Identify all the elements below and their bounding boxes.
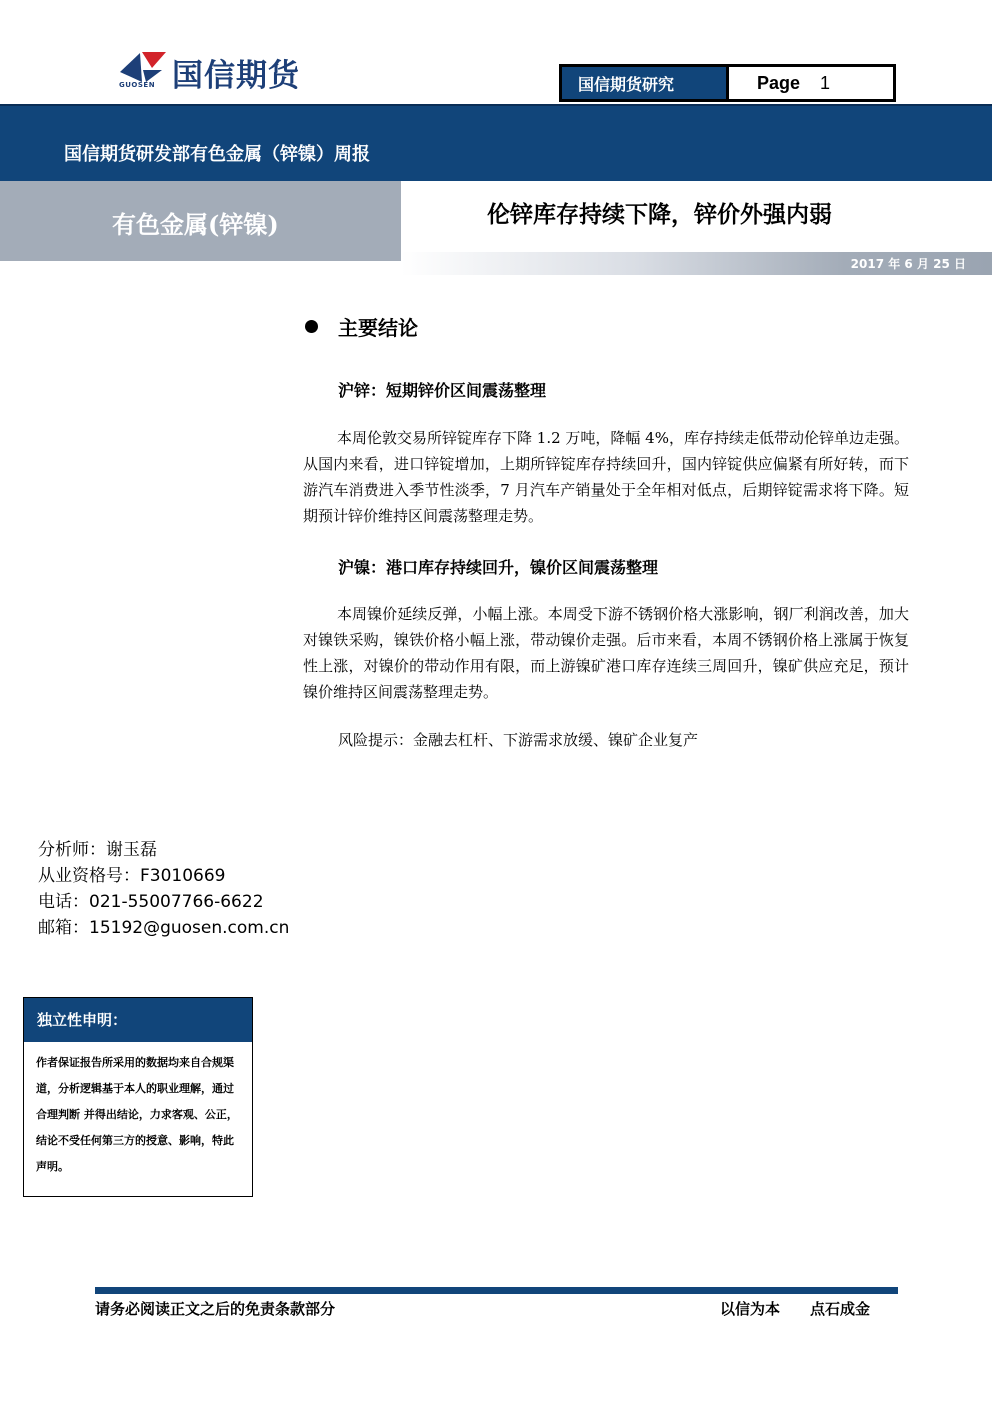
sector-box — [0, 181, 401, 261]
report-banner — [0, 104, 992, 181]
logo-text: 国信期货 — [172, 58, 300, 94]
page-label: Page — [757, 72, 801, 93]
page-indicator — [559, 64, 896, 102]
company-logo — [116, 48, 346, 94]
bullet-icon — [305, 320, 318, 333]
risk-warning: 风险提示：金融去杠杆、下游需求放缓、镍矿企业复产 — [338, 731, 699, 749]
date-bar — [401, 252, 992, 275]
research-label: 国信期货研究 — [562, 67, 729, 99]
footer-divider — [95, 1287, 898, 1294]
nickel-heading: 沪镍：港口库存持续回升，镍价区间震荡整理 — [338, 558, 659, 577]
guosen-logo-icon — [116, 50, 168, 84]
report-series-title: 国信期货研发部有色金属（锌镍）周报 — [64, 144, 370, 165]
logo-subtext: GUOSEN — [119, 81, 156, 89]
footer-disclaimer-note: 请务必阅读正文之后的免责条款部分 — [95, 1300, 336, 1318]
independence-statement-box — [23, 997, 253, 1197]
analyst-name: 分析师：谢玉磊 — [38, 840, 157, 860]
nickel-paragraph: 本周镍价延续反弹，小幅上涨。本周受下游不锈钢价格大涨影响，钢厂利润改善，加大对镍铁采购，镍铁价格小幅上涨，带动镍价走强。后市来看，本周不锈钢价格上涨属于恢复性上涨，对镍价的带动作用有限，而上游镍矿港口库存连续三周回升，镍矿供应充足，预计镍价维持区间震荡整理走势。 — [303, 605, 909, 701]
page-number-box — [729, 67, 893, 99]
main-conclusion-heading: 主要结论 — [338, 316, 418, 340]
analyst-license: 从业资格号：F3010669 — [38, 866, 226, 886]
analyst-phone: 电话：021-55007766-6622 — [38, 892, 264, 912]
zinc-heading: 沪锌：短期锌价区间震荡整理 — [338, 381, 547, 400]
independence-statement-text: 作者保证报告所采用的数据均来自合规渠道，分析逻辑基于本人的职业理解，通过合理判断 并得出结论，力求客观、公正，结论不受任何第三方的授意、影响，特此声明。 — [36, 1056, 238, 1173]
sector-label: 有色金属(锌镍) — [112, 210, 279, 239]
footer-slogan: 以信为本 点石成金 — [720, 1300, 871, 1318]
independence-statement-title: 独立性申明： — [24, 998, 252, 1042]
report-date: 2017 年 6 月 25 日 — [850, 257, 966, 271]
analyst-email[interactable]: 邮箱：15192@guosen.com.cn — [38, 918, 290, 938]
zinc-paragraph: 本周伦敦交易所锌锭库存下降 1.2 万吨，降幅 4%，库存持续走低带动伦锌单边走强。从国内来看，进口锌锭增加，上期所锌锭库存持续回升，国内锌锭供应偏紧有所好转，而下游汽车消费进入季节性淡季，7 月汽车产销量处于全年相对低点，后期锌锭需求将下降。短期预计锌价维持区间震荡整理走势。 — [303, 429, 909, 525]
page-number: 1 — [820, 72, 831, 93]
report-headline: 伦锌库存持续下降，锌价外强内弱 — [487, 201, 832, 228]
